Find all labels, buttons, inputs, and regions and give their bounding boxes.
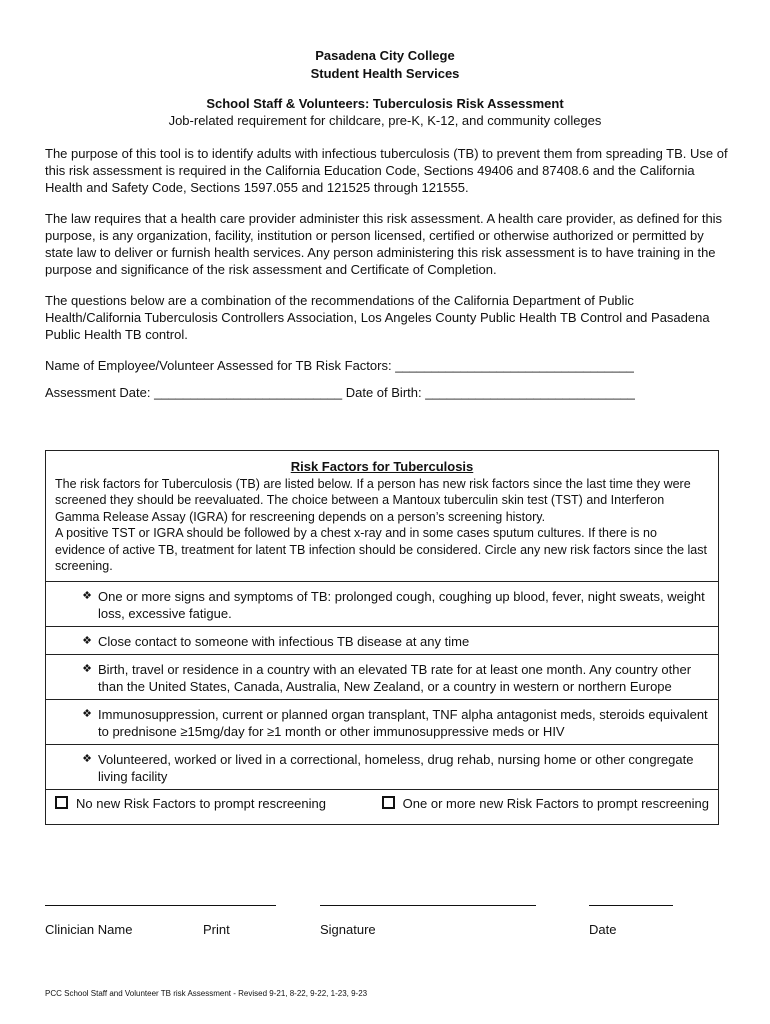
- diamond-bullet-icon: ❖: [82, 589, 92, 602]
- signature-label: Signature: [320, 922, 376, 937]
- form-title: School Staff & Volunteers: Tuberculosis Risk Assessment: [206, 96, 564, 111]
- revision-footer: PCC School Staff and Volunteer TB risk Assessment - Revised 9-21, 8-22, 9-22, 1-23, 9-23: [45, 989, 368, 998]
- rescreening-options: [46, 789, 718, 818]
- risk-factors-description: The risk factors for Tuberculosis (TB) are listed below. If a person has new risk factors since the last time they were screened they should be reevaluated. The choice between a Mantoux tuberculin skin test (TST) and Interferon Gamma Release Assay (IGRA) for rescreening depends on a person’s screening history.: [55, 476, 691, 524]
- employee-name-label: Name of Employee/Volunteer Assessed for TB Risk Factors:: [45, 358, 392, 373]
- risk-factor-item[interactable]: [46, 654, 718, 699]
- no-new-risk-option[interactable]: [55, 796, 326, 818]
- risk-factors-header: [46, 451, 718, 581]
- assessment-date-label: Assessment Date:: [45, 385, 151, 400]
- signature-line[interactable]: [320, 905, 536, 906]
- purpose-paragraph: The purpose of this tool is to identify adults with infectious tuberculosis (TB) to prevent them from spreading TB. Use of this risk assessment is required in the California Education Code, Sections 49406 and 87408.6 and the California Health and Safety Code, Sections 1597.055 and 121525 through 121555.: [45, 146, 728, 195]
- risk-factor-text: Immunosuppression, current or planned organ transplant, TNF alpha antagonist meds, steroids equivalent to prednisone ≥15mg/day for ≥1 month or other immunosuppressive meds or HIV: [98, 706, 708, 739]
- law-paragraph: The law requires that a health care provider administer this risk assessment. A health care provider, as defined for this purpose, is any organization, facility, institution or person licensed, certified or otherwise authorized or permitted by state law to deliver or furnish health services. Any person administering this risk assessment is to have training in the purpose and significance of the risk assessment and Certificate of Completion.: [45, 211, 723, 277]
- checkbox-icon[interactable]: [55, 796, 68, 809]
- new-risk-option[interactable]: [382, 796, 709, 818]
- diamond-bullet-icon: ❖: [82, 634, 92, 647]
- risk-factor-text: One or more signs and symptoms of TB: prolonged cough, coughing up blood, fever, night sweats, weight loss, excessive fatigue.: [98, 588, 705, 621]
- employee-name-field[interactable]: _________________________________: [395, 358, 634, 373]
- dob-label: Date of Birth:: [345, 385, 422, 400]
- questions-paragraph: The questions below are a combination of the recommendations of the California Department of Public Health/California Tuberculosis Controllers Association, Los Angeles County Public Health TB Control and Pasadena Public Health TB control.: [45, 293, 710, 342]
- risk-factor-text: Close contact to someone with infectious TB disease at any time: [98, 633, 470, 649]
- department-name: Student Health Services: [310, 66, 460, 81]
- risk-factor-item[interactable]: [46, 626, 718, 654]
- risk-factor-text: Volunteered, worked or lived in a correctional, homeless, drug rehab, nursing home or other congregate living facility: [98, 751, 694, 784]
- no-new-risk-label: No new Risk Factors to prompt rescreening: [76, 795, 326, 811]
- risk-factor-text: Birth, travel or residence in a country with an elevated TB rate for at least one month. Any country other than the United States, Canada, Australia, New Zealand, or a country in western or northern Europe: [98, 661, 692, 694]
- risk-factor-item[interactable]: [46, 744, 718, 789]
- employee-name-row: [45, 358, 634, 373]
- risk-factor-item[interactable]: [46, 699, 718, 744]
- form-subtitle: Job-related requirement for childcare, pre-K, K-12, and community colleges: [168, 113, 602, 128]
- college-name: Pasadena City College: [315, 48, 455, 63]
- risk-factors-box: [45, 450, 719, 825]
- clinician-name-label: Clinician Name: [45, 922, 133, 937]
- assessment-date-field[interactable]: __________________________: [154, 385, 343, 400]
- clinician-name-line[interactable]: [45, 905, 276, 906]
- diamond-bullet-icon: ❖: [82, 707, 92, 720]
- risk-factors-title: Risk Factors for Tuberculosis: [290, 459, 474, 474]
- print-label: Print: [203, 922, 230, 937]
- risk-factor-item[interactable]: [46, 581, 718, 626]
- risk-factors-description-2: A positive TST or IGRA should be followed by a chest x-ray and in some cases sputum cultures. If there is no evidence of active TB, treatment for latent TB infection should be considered. Circle any new risk factors since the last screening.: [55, 526, 707, 573]
- diamond-bullet-icon: ❖: [82, 662, 92, 675]
- diamond-bullet-icon: ❖: [82, 752, 92, 765]
- checkbox-icon[interactable]: [382, 796, 395, 809]
- dob-field[interactable]: _____________________________: [425, 385, 635, 400]
- assessment-date-row: [45, 385, 635, 400]
- date-line[interactable]: [589, 905, 673, 906]
- date-label: Date: [589, 922, 617, 937]
- new-risk-label: One or more new Risk Factors to prompt rescreening: [402, 795, 709, 811]
